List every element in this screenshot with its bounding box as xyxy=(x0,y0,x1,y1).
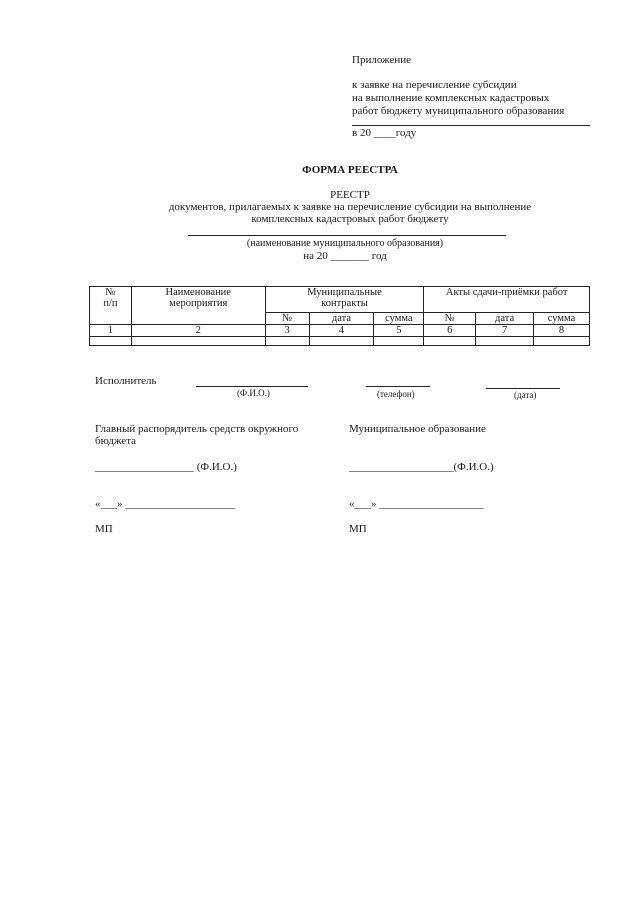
empty-cell xyxy=(424,337,476,346)
muni-underline xyxy=(188,235,506,236)
header-acts: Акты сдачи-приёмки работ xyxy=(424,287,590,313)
subheader-act-number: № xyxy=(424,313,476,325)
muni-date-line: «___» ___________________ xyxy=(349,498,484,510)
subheader-contract-date: дата xyxy=(309,313,374,325)
appendix-line-2: на выполнение комплексных кадастровых xyxy=(352,92,550,104)
index-cell: 2 xyxy=(131,325,265,337)
muni-name-underline xyxy=(352,125,590,126)
empty-cell xyxy=(90,337,132,346)
index-cell: 1 xyxy=(90,325,132,337)
appendix-line-3: работ бюджету муниципального образования xyxy=(352,105,565,117)
chief-date-line: «___» ____________________ xyxy=(95,498,236,510)
subheader-act-date: дата xyxy=(476,313,534,325)
chief-label-line-1: Главный распорядитель средств окружного xyxy=(95,423,299,435)
header-number-line-2: п/п xyxy=(103,298,118,309)
executor-fio-line xyxy=(196,386,308,387)
index-cell: 8 xyxy=(534,325,590,337)
muni-stamp-label: МП xyxy=(349,523,367,535)
table-empty-row xyxy=(90,337,590,346)
chief-stamp-label: МП xyxy=(95,523,113,535)
header-event-name-line-2: мероприятия xyxy=(169,298,228,309)
registry-title: РЕЕСТР xyxy=(330,189,370,201)
empty-cell xyxy=(534,337,590,346)
index-cell: 3 xyxy=(265,325,309,337)
executor-date-caption: (дата) xyxy=(514,390,537,400)
header-contracts-line-2: контракты xyxy=(321,298,368,309)
table-index-row xyxy=(90,325,590,337)
index-cell: 7 xyxy=(476,325,534,337)
header-number-line-1: № xyxy=(105,287,116,298)
header-number xyxy=(90,287,132,325)
subheader-contract-sum: сумма xyxy=(374,313,424,325)
table-header-row xyxy=(90,287,590,313)
registry-date-line: на 20 _______ год xyxy=(303,250,387,262)
muni-label: Муниципальное образование xyxy=(349,423,486,435)
executor-label: Исполнитель xyxy=(95,375,157,387)
executor-phone-caption: (телефон) xyxy=(377,389,415,399)
empty-cell xyxy=(476,337,534,346)
registry-subtitle-1: документов, прилагаемых к заявке на перечисление субсидии на выполнение xyxy=(168,201,532,213)
empty-cell xyxy=(265,337,309,346)
subheader-act-sum: сумма xyxy=(534,313,590,325)
header-event-name xyxy=(131,287,265,325)
muni-fio-line: ___________________(Ф.И.О.) xyxy=(349,461,494,473)
chief-label-line-2: бюджета xyxy=(95,435,137,447)
appendix-line-1: к заявке на перечисление субсидии xyxy=(352,79,517,91)
empty-cell xyxy=(374,337,424,346)
muni-caption: (наименование муниципального образования) xyxy=(246,238,444,249)
form-title: ФОРМА РЕЕСТРА xyxy=(302,164,398,176)
index-cell: 4 xyxy=(309,325,374,337)
header-event-name-line-1: Наименование xyxy=(165,287,231,298)
appendix-label: Приложение xyxy=(352,54,412,66)
registry-table xyxy=(89,286,590,346)
header-contracts xyxy=(265,287,424,313)
empty-cell xyxy=(131,337,265,346)
appendix-year-line: в 20 ____году xyxy=(352,127,417,139)
executor-date-line xyxy=(486,388,560,389)
index-cell: 5 xyxy=(374,325,424,337)
registry-subtitle-2: комплексных кадастровых работ бюджету xyxy=(251,213,449,225)
subheader-contract-number: № xyxy=(265,313,309,325)
header-contracts-line-1: Муниципальные xyxy=(307,287,382,298)
executor-phone-line xyxy=(366,386,430,387)
executor-fio-caption: (Ф.И.О.) xyxy=(237,388,270,398)
index-cell: 6 xyxy=(424,325,476,337)
empty-cell xyxy=(309,337,374,346)
chief-fio-line: __________________ (Ф.И.О.) xyxy=(95,461,237,473)
